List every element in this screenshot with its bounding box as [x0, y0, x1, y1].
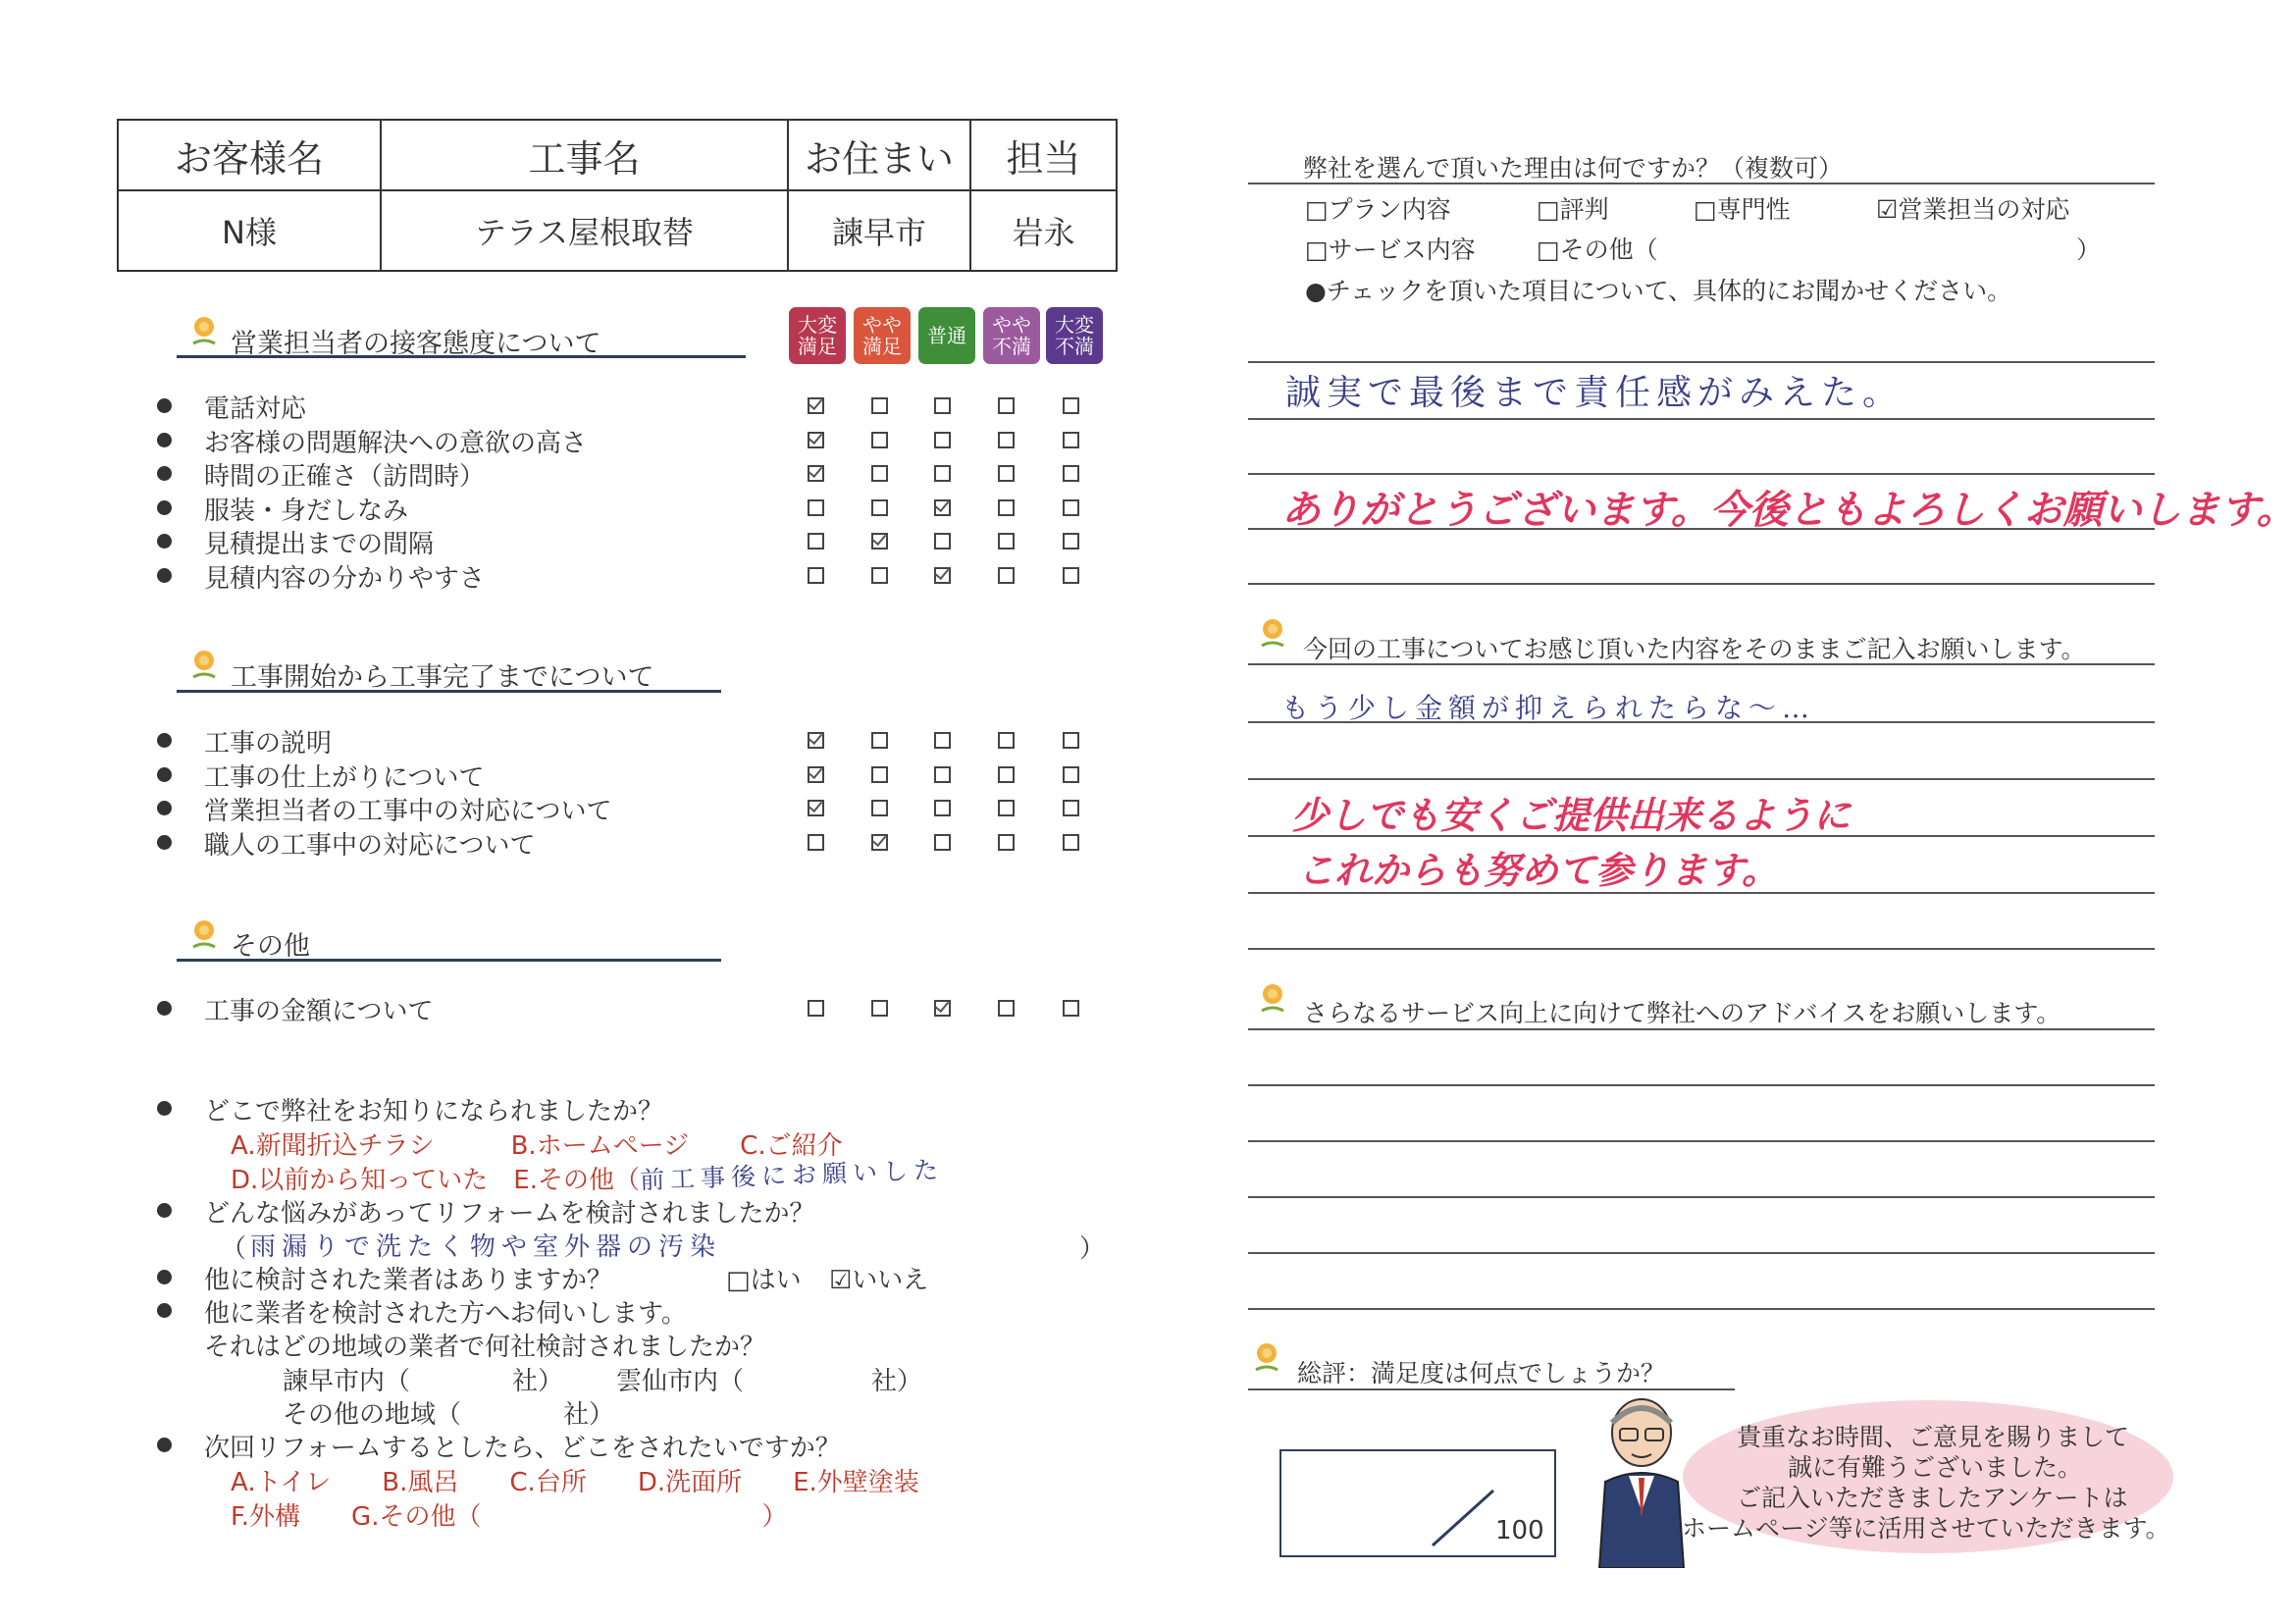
rating-checkbox[interactable]	[998, 533, 1015, 550]
where-know-handwritten: 前工事後にお願いした	[639, 1155, 945, 1195]
flower-icon	[1252, 1340, 1281, 1374]
bullet	[157, 534, 172, 549]
rule-line	[1248, 721, 2155, 723]
isahaya-vendors: 諫早市内（ 社）	[283, 1367, 564, 1396]
rating-checkbox[interactable]	[1063, 732, 1079, 749]
rating-checkbox[interactable]	[934, 397, 951, 414]
project-label: 工事名	[528, 136, 641, 181]
section2-underline	[177, 690, 721, 693]
rating-checkbox[interactable]	[998, 800, 1015, 816]
reason-sales-response[interactable]: ☑営業担当の対応	[1876, 195, 2070, 224]
score-title: 総評：満足度は何点でしょうか？	[1297, 1359, 1666, 1387]
question-where-know: どこで弊社をお知りになられましたか？	[204, 1097, 664, 1126]
thanks-line-2: 誠に有難うございました。	[1788, 1453, 2083, 1482]
section2-title: 工事開始から工事完了までについて	[231, 662, 654, 693]
rule-line	[1248, 1140, 2155, 1142]
rating-checkbox[interactable]	[1063, 397, 1079, 414]
rating-checkbox[interactable]	[808, 499, 824, 516]
rating-checkbox[interactable]	[808, 732, 824, 749]
worries-close-paren: ）	[1079, 1234, 1106, 1264]
rating-checkbox[interactable]	[998, 766, 1015, 783]
rating-checkbox[interactable]	[1063, 1000, 1079, 1017]
reason-reputation[interactable]: □評判	[1537, 195, 1609, 224]
score-box[interactable]	[1279, 1449, 1556, 1557]
rule-line	[1248, 528, 2155, 530]
rating-checkbox[interactable]	[871, 800, 888, 816]
section1-title: 営業担当者の接客態度について	[231, 329, 601, 359]
rating-checkbox[interactable]	[934, 1000, 951, 1017]
rating-checkbox[interactable]	[998, 499, 1015, 516]
rating-checkbox[interactable]	[871, 732, 888, 749]
rating-checkbox[interactable]	[998, 397, 1015, 414]
question-worries: どんな悩みがあってリフォームを検討されましたか？	[204, 1199, 815, 1229]
rating-checkbox[interactable]	[998, 465, 1015, 482]
bullet	[157, 466, 172, 481]
question-vendor-region-2: それはどの地域の業者で何社検討されましたか？	[204, 1333, 766, 1362]
header-table	[117, 119, 1118, 272]
worries-handwritten: 雨漏りで洗たく物や室外器の汚染	[250, 1232, 722, 1262]
other-vendors-no[interactable]: ☑いいえ	[829, 1266, 929, 1295]
flower-icon	[1258, 616, 1287, 650]
rating-item-label: 服装・身だしなみ	[204, 496, 409, 526]
rating-checkbox[interactable]	[1063, 766, 1079, 783]
rating-checkbox[interactable]	[998, 1000, 1015, 1017]
rule-line	[1248, 835, 2155, 837]
rating-item-label: 見積内容の分かりやすさ	[204, 563, 486, 594]
rating-checkbox[interactable]	[934, 533, 951, 550]
rating-badge: 大変 不満	[1046, 307, 1103, 364]
rating-checkbox[interactable]	[998, 834, 1015, 851]
rating-checkbox[interactable]	[1063, 567, 1079, 584]
score-max: 100	[1495, 1516, 1544, 1545]
rating-checkbox[interactable]	[808, 834, 824, 851]
rule-line	[1248, 892, 2155, 894]
reason-other[interactable]: □その他（	[1537, 236, 1658, 264]
rating-checkbox[interactable]	[934, 465, 951, 482]
rule-line	[1248, 663, 2155, 665]
rating-checkbox[interactable]	[998, 432, 1015, 448]
rating-checkbox[interactable]	[1063, 465, 1079, 482]
staff-label-cell	[971, 121, 1116, 189]
rating-checkbox[interactable]	[808, 800, 824, 816]
project-value: テラス屋根取替	[474, 214, 695, 251]
staff-value-cell	[971, 191, 1116, 270]
rating-item-label: お客様の問題解決への意欲の高さ	[204, 428, 588, 458]
rating-checkbox[interactable]	[934, 499, 951, 516]
bullet	[157, 1270, 172, 1284]
score-slash	[1429, 1489, 1497, 1549]
rating-checkbox[interactable]	[871, 499, 888, 516]
rating-item-label: 見積提出までの間隔	[204, 530, 435, 559]
rating-checkbox[interactable]	[871, 766, 888, 783]
rating-checkbox[interactable]	[934, 834, 951, 851]
rating-checkbox[interactable]	[1063, 499, 1079, 516]
thanks-line-3: ご記入いただきましたアンケートは	[1737, 1484, 2128, 1512]
rating-badge: 大変 満足	[789, 307, 846, 364]
question-next-reform: 次回リフォームするとしたら、どこをされたいですか？	[204, 1434, 841, 1463]
rating-item-label: 工事の金額について	[204, 997, 434, 1026]
rating-checkbox[interactable]	[871, 465, 888, 482]
impression-reply-2: これからも努めて参ります。	[1297, 849, 1779, 892]
reason-note: ●チェックを頂いた項目について、具体的にお聞かせください。	[1305, 277, 2012, 305]
rating-item-label: 工事の説明	[204, 729, 333, 759]
rule-line	[1248, 418, 2155, 420]
project-value-cell	[382, 191, 789, 270]
rating-checkbox[interactable]	[871, 533, 888, 550]
rule-line	[1248, 583, 2155, 585]
rating-checkbox[interactable]	[934, 800, 951, 816]
rating-badge: 普通	[918, 307, 975, 364]
rule-line	[1248, 361, 2155, 363]
where-know-options-1: A.新聞折込チラシ B.ホームページ C.ご紹介	[231, 1131, 843, 1161]
bullet	[157, 568, 172, 583]
bullet	[157, 767, 172, 782]
other-region-vendors: その他の地域（ 社）	[283, 1400, 615, 1430]
project-label-cell	[382, 121, 789, 189]
bullet	[157, 433, 172, 447]
rating-checkbox[interactable]	[871, 1000, 888, 1017]
rating-checkbox[interactable]	[934, 732, 951, 749]
rating-item-label: 電話対応	[204, 394, 307, 424]
flower-icon	[189, 917, 219, 951]
customer-value-cell	[119, 191, 382, 270]
rating-item-label: 職人の工事中の対応について	[204, 830, 536, 861]
rating-checkbox[interactable]	[871, 432, 888, 448]
bullet	[157, 1303, 172, 1318]
rating-checkbox[interactable]	[808, 397, 824, 414]
bullet	[157, 733, 172, 748]
impression-reply-1: 少しでも安くご提供出来るように	[1291, 794, 1852, 837]
bullet	[157, 398, 172, 413]
rule-line	[1248, 473, 2155, 475]
staff-label: 担当	[1006, 136, 1081, 181]
bullet	[157, 1101, 172, 1116]
rating-checkbox[interactable]	[998, 732, 1015, 749]
rating-checkbox[interactable]	[998, 567, 1015, 584]
rule-line	[1248, 1308, 2155, 1310]
rating-checkbox[interactable]	[808, 533, 824, 550]
rating-checkbox[interactable]	[808, 432, 824, 448]
rule-line	[1248, 1388, 1735, 1390]
residence-value-cell	[789, 191, 971, 270]
rule-line	[1248, 1028, 2155, 1030]
reason-other-close: ）	[2076, 236, 2102, 264]
rating-item-label: 工事の仕上がりについて	[204, 762, 485, 793]
flower-icon	[189, 314, 219, 347]
rule-line	[1248, 1252, 2155, 1254]
question-vendor-region: 他に業者を検討された方へお伺いします。	[204, 1299, 687, 1329]
rating-item-label: 営業担当者の工事中の対応について	[204, 797, 612, 826]
rating-badge: やや 不満	[983, 307, 1040, 364]
reason-title: 弊社を選んで頂いた理由は何ですか？（複数可）	[1303, 154, 1844, 183]
section3-underline	[177, 959, 721, 962]
flower-icon	[1258, 981, 1287, 1015]
section1-underline	[177, 355, 746, 358]
bullet	[157, 1001, 172, 1016]
rating-checkbox[interactable]	[934, 567, 951, 584]
advice-title: さらなるサービス向上に向けて弊社へのアドバイスをお願いします。	[1303, 999, 2061, 1027]
rating-item-label: 時間の正確さ（訪問時）	[204, 462, 486, 492]
rule-line	[1248, 778, 2155, 780]
rating-checkbox[interactable]	[871, 567, 888, 584]
rating-checkbox[interactable]	[1063, 800, 1079, 816]
bullet	[157, 1438, 172, 1452]
unzen-vendors: 雲仙市内（ 社）	[616, 1367, 923, 1396]
impression-title: 今回の工事についてお感じ頂いた内容をそのままご記入お願いします。	[1303, 635, 2086, 663]
reason-plan[interactable]: □プラン内容	[1305, 195, 1451, 224]
flower-icon	[189, 648, 219, 681]
rule-line	[1248, 183, 2155, 184]
other-vendors-yes[interactable]: □はい	[726, 1266, 802, 1295]
customer-label: お客様名	[174, 136, 324, 181]
rating-checkbox[interactable]	[1063, 834, 1079, 851]
rating-badge: やや 満足	[854, 307, 911, 364]
rating-checkbox[interactable]	[934, 432, 951, 448]
rating-checkbox[interactable]	[808, 1000, 824, 1017]
customer-label-cell	[119, 121, 382, 189]
rating-checkbox[interactable]	[934, 766, 951, 783]
where-know-options-2: D.以前から知っていた E.その他（	[231, 1166, 640, 1195]
rating-checkbox[interactable]	[871, 834, 888, 851]
reason-service[interactable]: □サービス内容	[1305, 236, 1476, 264]
rating-checkbox[interactable]	[871, 397, 888, 414]
rule-line	[1248, 1084, 2155, 1086]
section3-title: その他	[231, 931, 310, 962]
customer-value: N様	[222, 214, 277, 251]
reason-expertise[interactable]: □専門性	[1694, 195, 1791, 224]
bullet	[157, 500, 172, 515]
bullet	[157, 835, 172, 850]
residence-label-cell	[789, 121, 971, 189]
staff-value: 岩永	[1012, 214, 1075, 251]
rating-checkbox[interactable]	[808, 465, 824, 482]
rule-line	[1248, 1196, 2155, 1198]
rating-checkbox[interactable]	[1063, 432, 1079, 448]
rating-checkbox[interactable]	[1063, 533, 1079, 550]
question-other-vendors: 他に検討された業者はありますか？	[204, 1266, 613, 1295]
bullet	[157, 1203, 172, 1218]
impression-handwritten: もう少し金額が抑えられたらな〜…	[1281, 692, 1816, 724]
residence-value: 諫早市	[831, 214, 926, 251]
rating-checkbox[interactable]	[808, 567, 824, 584]
bullet	[157, 801, 172, 815]
rating-checkbox[interactable]	[808, 766, 824, 783]
thanks-line-4: ホームページ等に活用させていただきます。	[1682, 1514, 2170, 1543]
thanks-line-1: 貴重なお時間、ご意見を賜りまして	[1737, 1423, 2130, 1451]
next-reform-options-2: F.外構 G.その他（ ）	[231, 1502, 788, 1532]
worries-open-paren: （	[221, 1234, 247, 1264]
residence-label: お住まい	[804, 136, 954, 181]
rule-line	[1248, 948, 2155, 950]
reason-reply: ありがとうございます。今後ともよろしくお願いします。	[1281, 488, 2296, 533]
reason-handwritten: 誠実で最後まで責任感がみえた。	[1285, 373, 1905, 413]
next-reform-options-1: A.トイレ B.風呂 C.台所 D.洗面所 E.外壁塗装	[231, 1468, 919, 1497]
